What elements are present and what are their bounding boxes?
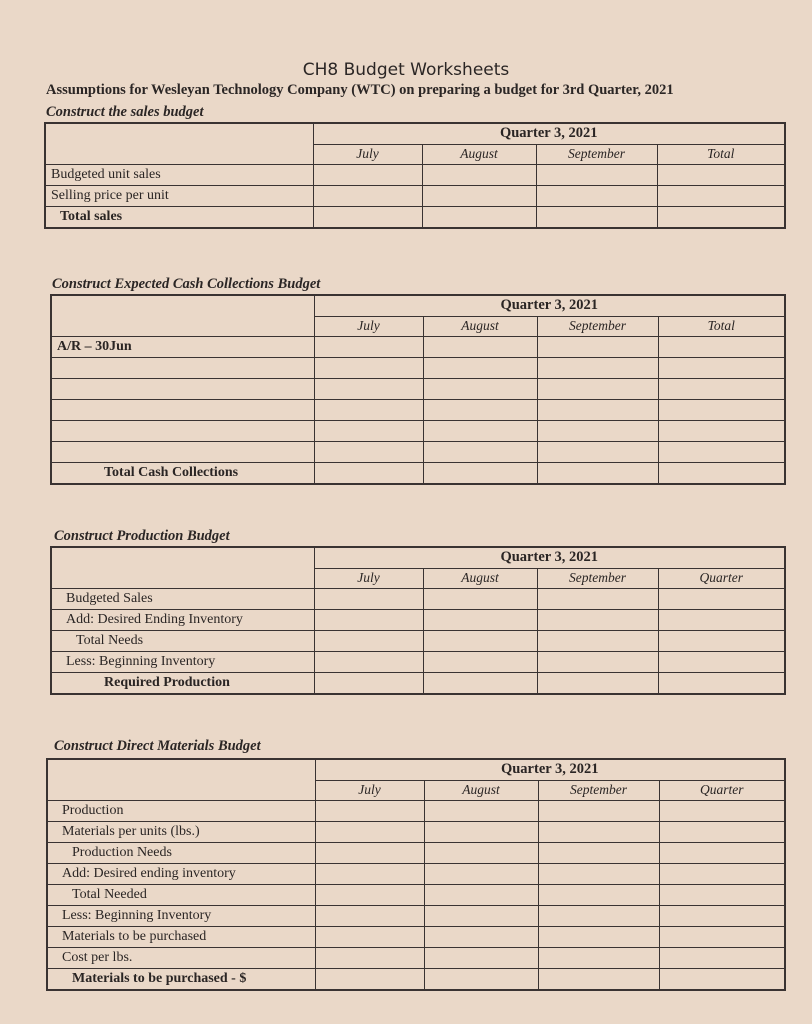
input-cell[interactable] — [313, 185, 422, 206]
input-cell[interactable] — [659, 842, 785, 863]
input-cell[interactable] — [538, 947, 659, 968]
input-cell[interactable] — [659, 968, 785, 990]
month-september-header: September — [537, 316, 658, 336]
input-cell[interactable] — [314, 630, 423, 651]
production-budget-title: Construct Production Budget — [54, 528, 230, 544]
row-label-ar-30jun: A/R – 30Jun — [51, 336, 314, 357]
input-cell[interactable] — [658, 441, 785, 462]
input-cell[interactable] — [537, 336, 658, 357]
input-cell[interactable] — [424, 863, 538, 884]
input-cell[interactable] — [424, 947, 538, 968]
row-label-required-production: Required Production — [51, 672, 314, 694]
input-cell[interactable] — [538, 968, 659, 990]
table-row — [45, 206, 785, 228]
input-cell[interactable] — [423, 462, 537, 484]
input-cell[interactable] — [659, 905, 785, 926]
input-cell[interactable] — [658, 399, 785, 420]
input-cell[interactable] — [537, 630, 658, 651]
row-label-desired-ending-inventory: Add: Desired Ending Inventory — [51, 609, 314, 630]
input-cell[interactable] — [536, 185, 657, 206]
input-cell[interactable] — [423, 336, 537, 357]
input-cell[interactable] — [315, 947, 424, 968]
table-row — [51, 630, 785, 651]
direct-materials-table — [46, 758, 786, 991]
row-label-production-needs: Production Needs — [47, 842, 315, 863]
month-july-header: July — [315, 780, 424, 800]
input-cell[interactable] — [314, 672, 423, 694]
input-cell[interactable] — [538, 884, 659, 905]
input-cell[interactable] — [658, 630, 785, 651]
row-label-blank[interactable] — [51, 420, 314, 441]
quarter-total-header: Quarter — [659, 780, 785, 800]
input-cell[interactable] — [315, 884, 424, 905]
input-cell[interactable] — [423, 441, 537, 462]
table-row — [47, 968, 785, 990]
input-cell[interactable] — [658, 651, 785, 672]
input-cell[interactable] — [424, 926, 538, 947]
sales-budget-title: Construct the sales budget — [46, 104, 204, 120]
row-label-production: Production — [47, 800, 315, 821]
input-cell[interactable] — [315, 926, 424, 947]
input-cell[interactable] — [423, 630, 537, 651]
month-august-header: August — [424, 780, 538, 800]
table-row — [47, 947, 785, 968]
table-row — [51, 420, 785, 441]
row-label-cost-per-lbs: Cost per lbs. — [47, 947, 315, 968]
table-row — [51, 672, 785, 694]
header-blank-cell — [51, 547, 314, 588]
quarter-header: Quarter 3, 2021 — [314, 547, 785, 568]
quarter-total-header: Quarter — [658, 568, 785, 588]
input-cell[interactable] — [315, 863, 424, 884]
input-cell[interactable] — [538, 842, 659, 863]
row-label-blank[interactable] — [51, 399, 314, 420]
row-label-total-cash-collections: Total Cash Collections — [51, 462, 314, 484]
page-subtitle: Assumptions for Wesleyan Technology Company (WTC) on preparing a budget for 3rd Quarter, 2021 — [46, 82, 674, 98]
input-cell[interactable] — [659, 821, 785, 842]
table-row — [51, 357, 785, 378]
input-cell[interactable] — [422, 185, 536, 206]
production-budget-table — [50, 546, 786, 695]
table-row — [51, 441, 785, 462]
header-blank-cell — [47, 759, 315, 800]
input-cell[interactable] — [659, 863, 785, 884]
row-label-budgeted-unit-sales: Budgeted unit sales — [45, 164, 313, 185]
input-cell[interactable] — [536, 164, 657, 185]
row-label-materials-per-unit: Materials per units (lbs.) — [47, 821, 315, 842]
input-cell[interactable] — [315, 905, 424, 926]
input-cell[interactable] — [422, 206, 536, 228]
input-cell[interactable] — [538, 821, 659, 842]
input-cell[interactable] — [315, 821, 424, 842]
input-cell[interactable] — [424, 821, 538, 842]
table-row — [47, 884, 785, 905]
input-cell[interactable] — [313, 164, 422, 185]
table-row — [51, 399, 785, 420]
table-row — [51, 462, 785, 484]
input-cell[interactable] — [314, 609, 423, 630]
row-label-desired-ending-inventory: Add: Desired ending inventory — [47, 863, 315, 884]
sales-budget-table — [44, 122, 786, 229]
input-cell[interactable] — [659, 926, 785, 947]
input-cell[interactable] — [537, 378, 658, 399]
row-label-blank[interactable] — [51, 441, 314, 462]
materials-budget-title: Construct Direct Materials Budget — [54, 738, 261, 754]
input-cell[interactable] — [658, 609, 785, 630]
input-cell[interactable] — [658, 357, 785, 378]
input-cell[interactable] — [658, 588, 785, 609]
month-august-header: August — [422, 144, 536, 164]
input-cell[interactable] — [424, 905, 538, 926]
input-cell[interactable] — [658, 336, 785, 357]
input-cell[interactable] — [659, 800, 785, 821]
row-label-beginning-inventory: Less: Beginning Inventory — [51, 651, 314, 672]
input-cell[interactable] — [537, 399, 658, 420]
month-september-header: September — [536, 144, 657, 164]
month-september-header: September — [538, 780, 659, 800]
input-cell[interactable] — [538, 926, 659, 947]
input-cell[interactable] — [423, 588, 537, 609]
input-cell[interactable] — [314, 441, 423, 462]
input-cell[interactable] — [537, 672, 658, 694]
input-cell[interactable] — [423, 399, 537, 420]
month-july-header: July — [314, 568, 423, 588]
input-cell[interactable] — [658, 420, 785, 441]
row-label-blank[interactable] — [51, 357, 314, 378]
input-cell[interactable] — [659, 884, 785, 905]
input-cell[interactable] — [658, 672, 785, 694]
input-cell[interactable] — [424, 884, 538, 905]
input-cell[interactable] — [315, 842, 424, 863]
row-label-budgeted-sales: Budgeted Sales — [51, 588, 314, 609]
table-row — [47, 863, 785, 884]
input-cell[interactable] — [537, 357, 658, 378]
table-row — [51, 336, 785, 357]
row-label-total-sales: Total sales — [45, 206, 313, 228]
table-row — [47, 821, 785, 842]
input-cell[interactable] — [315, 800, 424, 821]
table-row — [51, 588, 785, 609]
input-cell[interactable] — [537, 420, 658, 441]
row-label-beginning-inventory: Less: Beginning Inventory — [47, 905, 315, 926]
input-cell[interactable] — [314, 378, 423, 399]
input-cell[interactable] — [537, 462, 658, 484]
row-label-total-needed: Total Needed — [47, 884, 315, 905]
input-cell[interactable] — [423, 672, 537, 694]
input-cell[interactable] — [314, 336, 423, 357]
total-header: Total — [657, 144, 785, 164]
input-cell[interactable] — [423, 420, 537, 441]
table-row — [47, 800, 785, 821]
input-cell[interactable] — [658, 462, 785, 484]
input-cell[interactable] — [423, 609, 537, 630]
input-cell[interactable] — [538, 863, 659, 884]
table-row — [51, 651, 785, 672]
page-title: CH8 Budget Worksheets — [302, 60, 510, 80]
input-cell[interactable] — [537, 651, 658, 672]
input-cell[interactable] — [657, 206, 785, 228]
input-cell[interactable] — [424, 842, 538, 863]
input-cell[interactable] — [538, 800, 659, 821]
row-label-blank[interactable] — [51, 378, 314, 399]
row-label-materials-purchased-dollars: Materials to be purchased - $ — [47, 968, 315, 990]
input-cell[interactable] — [537, 441, 658, 462]
input-cell[interactable] — [537, 588, 658, 609]
table-row — [51, 609, 785, 630]
table-row — [47, 842, 785, 863]
quarter-header: Quarter 3, 2021 — [314, 295, 785, 316]
input-cell[interactable] — [314, 588, 423, 609]
month-august-header: August — [423, 316, 537, 336]
input-cell[interactable] — [658, 378, 785, 399]
quarter-header: Quarter 3, 2021 — [315, 759, 785, 780]
input-cell[interactable] — [313, 206, 422, 228]
input-cell[interactable] — [422, 164, 536, 185]
cash-budget-title: Construct Expected Cash Collections Budget — [52, 276, 321, 292]
header-blank-cell — [51, 295, 314, 336]
total-header: Total — [658, 316, 785, 336]
table-row — [47, 905, 785, 926]
row-label-total-needs: Total Needs — [51, 630, 314, 651]
header-blank-cell — [45, 123, 313, 164]
month-july-header: July — [313, 144, 422, 164]
month-september-header: September — [537, 568, 658, 588]
input-cell[interactable] — [659, 947, 785, 968]
table-row — [47, 926, 785, 947]
input-cell[interactable] — [536, 206, 657, 228]
cash-collections-table — [50, 294, 786, 485]
month-july-header: July — [314, 316, 423, 336]
input-cell[interactable] — [657, 164, 785, 185]
input-cell[interactable] — [657, 185, 785, 206]
input-cell[interactable] — [314, 420, 423, 441]
month-august-header: August — [423, 568, 537, 588]
table-row — [51, 378, 785, 399]
input-cell[interactable] — [424, 968, 538, 990]
row-label-materials-to-purchase: Materials to be purchased — [47, 926, 315, 947]
input-cell[interactable] — [538, 905, 659, 926]
input-cell[interactable] — [423, 651, 537, 672]
input-cell[interactable] — [314, 462, 423, 484]
input-cell[interactable] — [423, 378, 537, 399]
input-cell[interactable] — [424, 800, 538, 821]
quarter-header: Quarter 3, 2021 — [313, 123, 785, 144]
input-cell[interactable] — [537, 609, 658, 630]
input-cell[interactable] — [314, 399, 423, 420]
input-cell[interactable] — [315, 968, 424, 990]
input-cell[interactable] — [314, 357, 423, 378]
table-row — [45, 185, 785, 206]
row-label-selling-price: Selling price per unit — [45, 185, 313, 206]
input-cell[interactable] — [423, 357, 537, 378]
table-row — [45, 164, 785, 185]
input-cell[interactable] — [314, 651, 423, 672]
